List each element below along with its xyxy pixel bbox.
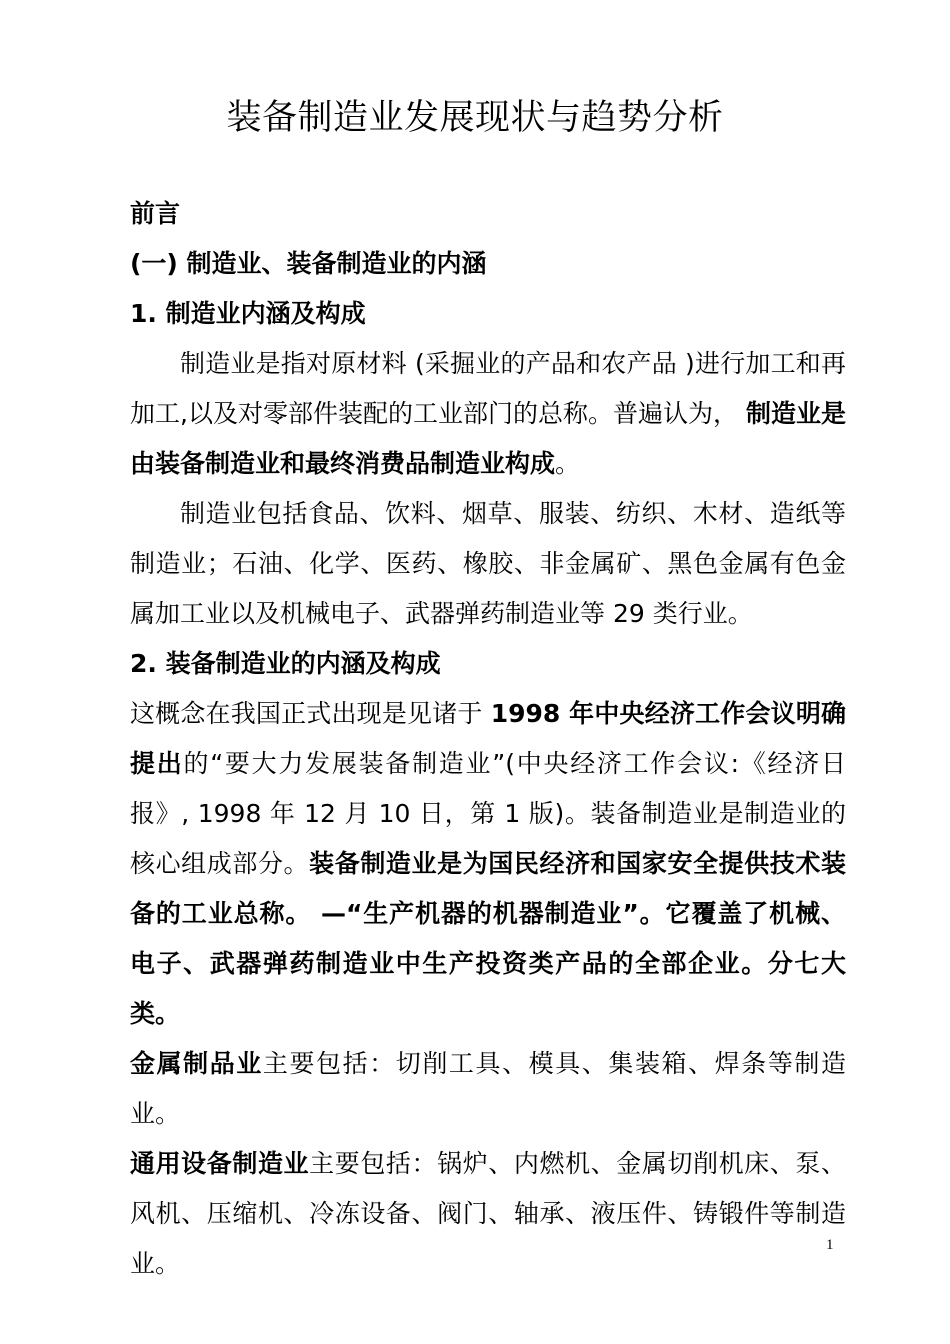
paragraph-text: 主要包括：锅炉、内燃机、金属切削机床、泵、风机、压缩机、冷冻设备、阀门、轴承、液压件、铸锻件等制造业。: [130, 1149, 846, 1278]
paragraph-manufacturing-scope: 制造业包括食品、饮料、烟草、服装、纺织、木材、造纸等制造业；石油、化学、医药、橡胶、非金属矿、黑色金属有色金属加工业以及机械电子、武器弹药制造业等 29 类行业。: [130, 499, 846, 628]
paragraph-text: 主要包括：切削工具、模具、集装箱、焊条等制造业。: [130, 1049, 846, 1128]
paragraph-text: 制造业是指对原材料 (采掘业的产品和农产品 )进行加工和再加工,以及对零部件装配的工业部门的总称。普遍认为，: [130, 349, 846, 428]
paragraph-text: 的“要大力发展装备制造业”(中央经济工作会议:《经济日报》, 1998 年 12 月 10 日，第 1 版)。装备制造业是制造业的核心组成部分。: [130, 749, 846, 878]
paragraph-text: 。: [555, 449, 581, 478]
category-label: 金属制品业: [130, 1049, 263, 1078]
heading-preface: 前言: [130, 199, 181, 228]
heading-section-1: (一) 制造业、装备制造业的内涵: [130, 249, 487, 278]
heading-1: 1. 制造业内涵及构成: [130, 299, 366, 328]
page-number: 1: [826, 1237, 834, 1253]
document-body: [130, 189, 846, 1289]
paragraph-equipment-definition: [130, 689, 846, 1039]
paragraph-manufacturing-definition: [130, 339, 846, 489]
category-label: 通用设备制造业: [130, 1149, 310, 1178]
paragraph-metal-products: [130, 1039, 846, 1139]
emphasis-text: 装备制造业是为国民经济和国家安全提供技术装备的工业总称。 —“生产机器的机器制造业”。它覆盖了机械、电子、武器弹药制造业中生产投资类产品的全部企业。分七大类。: [130, 849, 846, 1028]
emphasis-text: 1998 年中央经济工作会议明确提出: [130, 699, 846, 778]
document-title: 装备制造业发展现状与趋势分析: [226, 98, 724, 138]
heading-2: 2. 装备制造业的内涵及构成: [130, 649, 441, 678]
paragraph-text: 这概念在我国正式出现是见诸于: [130, 699, 491, 728]
paragraph-general-equipment: [130, 1139, 846, 1289]
emphasis-text: 制造业是由装备制造业和最终消费品制造业构成: [130, 399, 846, 478]
